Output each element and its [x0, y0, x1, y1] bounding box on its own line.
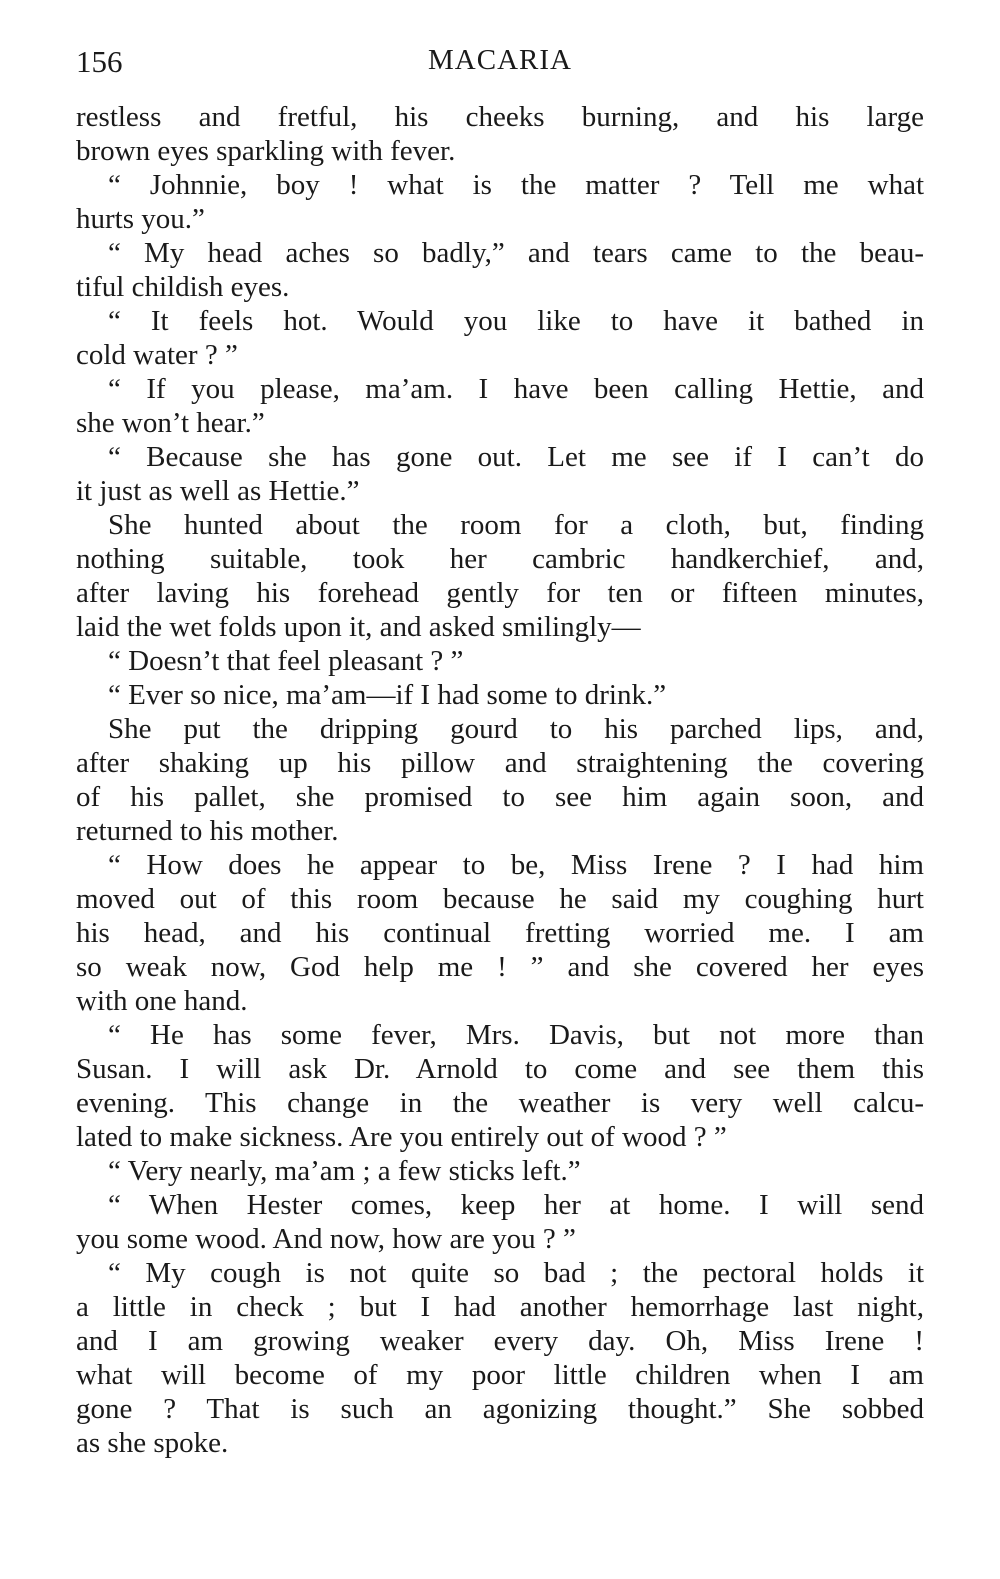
text-line: “ My cough is not quite so bad ; the pectoral holds it [108, 1257, 924, 1289]
text-line: “ Johnnie, boy ! what is the matter ? Tell me what [108, 169, 924, 201]
text-line: after shaking up his pillow and straightening the covering [76, 747, 924, 779]
text-line: moved out of this room because he said my coughing hurt [76, 883, 924, 915]
text-line: she won’t hear.” [76, 407, 265, 439]
text-line: evening. This change in the weather is very well calcu- [76, 1087, 924, 1119]
text-line: “ When Hester comes, keep her at home. I will send [108, 1189, 924, 1221]
text-line: “ It feels hot. Would you like to have it bathed in [108, 305, 924, 337]
text-line: restless and fretful, his cheeks burning, and his large [76, 101, 924, 133]
text-line: his head, and his continual fretting worried me. I am [76, 917, 924, 949]
text-line: so weak now, God help me ! ” and she covered her eyes [76, 951, 924, 983]
text-line: “ Ever so nice, ma’am—if I had some to drink.” [108, 679, 667, 711]
text-line: “ Very nearly, ma’am ; a few sticks left.” [108, 1155, 581, 1187]
text-line: lated to make sickness. Are you entirely out of wood ? ” [76, 1121, 727, 1153]
text-line: of his pallet, she promised to see him again soon, and [76, 781, 924, 813]
text-line: returned to his mother. [76, 815, 339, 847]
text-line: “ How does he appear to be, Miss Irene ? I had him [108, 849, 924, 881]
text-line: after laving his forehead gently for ten or fifteen minutes, [76, 577, 924, 609]
text-line: She put the dripping gourd to his parched lips, and, [108, 713, 924, 745]
text-line: you some wood. And now, how are you ? ” [76, 1223, 576, 1255]
text-line: laid the wet folds upon it, and asked smilingly— [76, 611, 641, 643]
text-line: what will become of my poor little children when I am [76, 1359, 924, 1391]
page-header [76, 44, 924, 88]
text-line: a little in check ; but I had another hemorrhage last night, [76, 1291, 924, 1323]
text-line: gone ? That is such an agonizing thought.” She sobbed [76, 1393, 924, 1425]
running-head: MACARIA [428, 44, 572, 76]
text-line: She hunted about the room for a cloth, but, finding [108, 509, 924, 541]
text-line: “ Because she has gone out. Let me see if I can’t do [108, 441, 924, 473]
text-line: nothing suitable, took her cambric handkerchief, and, [76, 543, 924, 575]
text-line: as she spoke. [76, 1427, 229, 1459]
text-line: “ If you please, ma’am. I have been calling Hettie, and [108, 373, 924, 405]
text-line: cold water ? ” [76, 339, 238, 371]
body-text [76, 100, 924, 1460]
text-line: tiful childish eyes. [76, 271, 290, 303]
text-line: “ He has some fever, Mrs. Davis, but not more than [108, 1019, 924, 1051]
text-line: it just as well as Hettie.” [76, 475, 360, 507]
text-line: hurts you.” [76, 203, 205, 235]
page-number: 156 [76, 44, 123, 79]
text-line: “ Doesn’t that feel pleasant ? ” [108, 645, 464, 677]
text-line: Susan. I will ask Dr. Arnold to come and see them this [76, 1053, 924, 1085]
text-line: and I am growing weaker every day. Oh, Miss Irene ! [76, 1325, 924, 1357]
text-line: “ My head aches so badly,” and tears came to the beau- [108, 237, 924, 269]
text-line: brown eyes sparkling with fever. [76, 135, 456, 167]
text-line: with one hand. [76, 985, 248, 1017]
